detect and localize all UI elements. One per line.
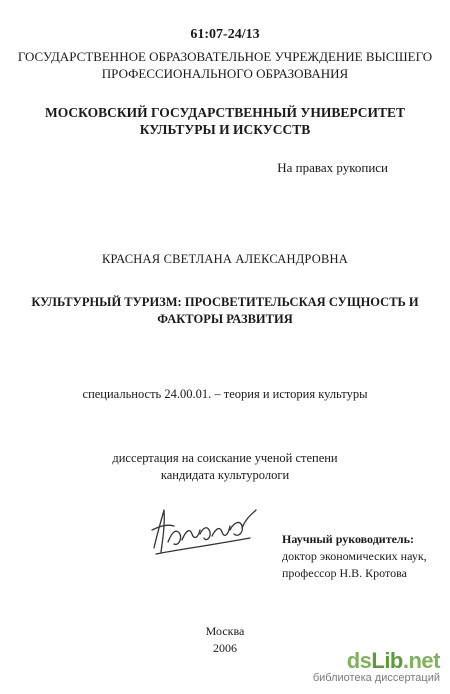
document-code: 61:07-24/13 [190, 27, 260, 42]
supervisor-name: профессор Н.В. Кротова [282, 566, 407, 580]
title-line-1: КУЛЬТУРНЫЙ ТУРИЗМ: ПРОСВЕТИТЕЛЬСКАЯ СУЩНОСТЬ И [31, 295, 419, 309]
supervisor-degree: доктор экономических наук, [282, 549, 427, 563]
organization-heading [0, 48, 450, 82]
degree-line-2: кандидата культурологи [160, 468, 290, 482]
signature-graphic [146, 500, 264, 562]
publication-city: Москва [205, 624, 245, 638]
degree-statement [0, 450, 450, 484]
degree-line-1: диссертация на соискание ученой степени [112, 451, 338, 465]
organization-line-1: ГОСУДАРСТВЕННОЕ ОБРАЗОВАТЕЛЬНОЕ УЧРЕЖДЕНИЕ ВЫСШЕГО [17, 49, 433, 64]
scientific-supervisor [282, 531, 427, 582]
supervisor-heading: Научный руководитель: [282, 532, 414, 546]
dissertation-title [0, 294, 450, 328]
publication-year: 2006 [213, 641, 237, 655]
manuscript-rights-note: На правах рукописи [277, 160, 388, 175]
logo-prefix: ds [346, 648, 372, 673]
title-line-2: ФАКТОРЫ РАЗВИТИЯ [157, 312, 293, 326]
logo-suffix: .net [402, 648, 440, 673]
specialty-line: специальность 24.00.01. – теория и история культуры [82, 387, 368, 401]
handwritten-signature [146, 500, 264, 567]
university-heading [0, 104, 450, 138]
dslib-logo [250, 648, 440, 674]
logo-lib: Lib [371, 648, 403, 673]
university-line-1: МОСКОВСКИЙ ГОСУДАРСТВЕННЫЙ УНИВЕРСИТЕТ [45, 105, 405, 120]
organization-line-2: ПРОФЕССИОНАЛЬНОГО ОБРАЗОВАНИЯ [101, 66, 349, 81]
author-name: КРАСНАЯ СВЕТЛАНА АЛЕКСАНДРОВНА [102, 252, 348, 266]
dslib-watermark [250, 648, 440, 684]
university-line-2: КУЛЬТУРЫ И ИСКУССТВ [139, 122, 311, 137]
dslib-subtitle: библиотека диссертаций [312, 672, 440, 684]
